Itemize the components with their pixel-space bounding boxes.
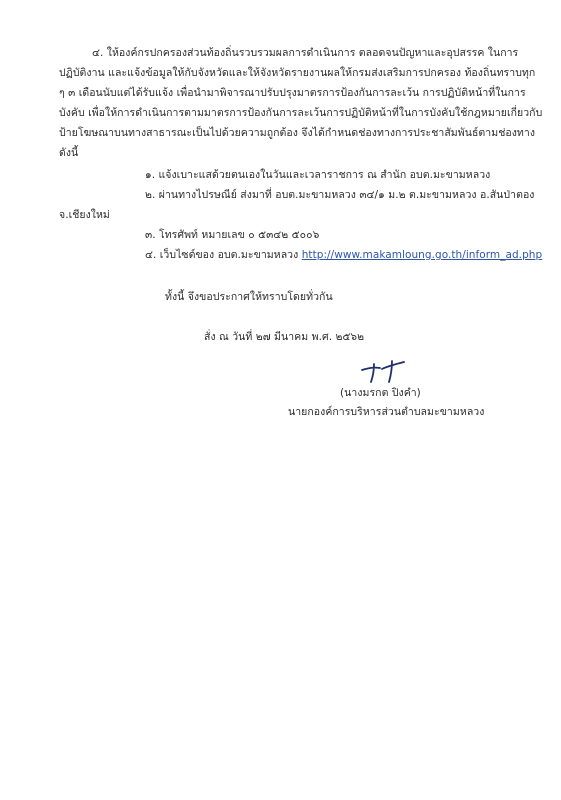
signer-position: นายกองค์การบริหารส่วนตำบลมะขามหลวง [288,406,485,418]
paragraph-line-4: บังคับ เพื่อให้การดำเนินการตามมาตรการป้องกันการละเว้นการปฏิบัติหน้าที่ในการบังคับใช้กฎหมายเกี่ยวกับ [59,107,543,119]
channel-item-4 [145,248,542,262]
channel-item-2: ๒. ผ่านทางไปรษณีย์ ส่งมาที่ อบต.มะขามหลวง ๓๔/๑ ม.๒ ต.มะขามหลวง อ.สันป่าตอง [145,189,535,201]
channel-item-1: ๑. แจ้งเบาะแสด้วยตนเองในวันและเวลาราชการ ณ สำนัก อบต.มะขามหลวง [145,169,491,181]
website-link[interactable]: http://www.makamloung.go.th/inform_ad.php [301,249,543,261]
closing-statement: ทั้งนี้ จึงขอประกาศให้ทราบโดยทั่วกัน [165,291,333,303]
paragraph-line-1: ๔. ให้องค์กรปกครองส่วนท้องถิ่นรวบรวมผลการดำเนินการ ตลอดจนปัญหาและอุปสรรค ในการ [92,47,519,59]
announcement-date: สั่ง ณ วันที่ ๒๗ มีนาคม พ.ศ. ๒๕๖๒ [204,331,365,343]
paragraph-line-6: ดังนี้ [59,147,79,159]
paragraph-line-3: ๆ ๓ เดือนนับแต่ได้รับแจ้ง เพื่อนำมาพิจารณาปรับปรุงมาตรการป้องกันการละเว้น การปฏิบัติหน้าที่ในการ [59,87,526,99]
channel-item-4-label: ๔. เว็บไซต์ของ อบต.มะขามหลวง [145,249,302,261]
signer-name: (นางมรกต ปิงคำ) [340,387,421,399]
paragraph-line-2: ปฏิบัติงาน และแจ้งข้อมูลให้กับจังหวัดและให้จังหวัดรายงานผลให้กรมส่งเสริมการปกครอง ท้องถิ่นทราบทุก [59,67,536,79]
paragraph-line-5: ป้ายโฆษณาบนทางสาธารณะเป็นไปด้วยความถูกต้อง จึงได้กำหนดช่องทางการประชาสัมพันธ์ตามช่องทาง [59,127,535,139]
channel-item-2-continued: จ.เชียงใหม่ [59,209,110,221]
handwritten-signature [360,358,406,384]
channel-item-3: ๓. โทรศัพท์ หมายเลข ๐ ๕๓๔๒ ๕๐๐๖ [145,229,320,241]
